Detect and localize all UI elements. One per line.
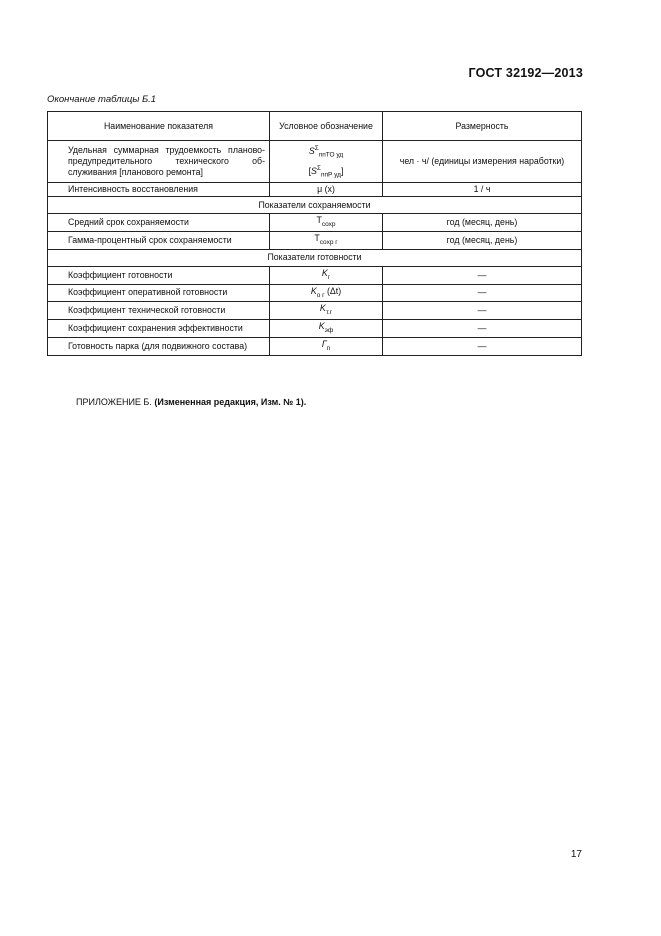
table-row [48, 183, 582, 197]
symbol-main: T [314, 233, 320, 244]
symbol-alt-sup: Σ [316, 164, 321, 172]
table-row [48, 337, 582, 355]
symbol-alt-close: ] [340, 165, 344, 176]
symbol-sub: т.г [325, 309, 333, 317]
row-name: Интенсивность восстановления [48, 183, 270, 197]
row-symbol [270, 141, 383, 183]
appendix-prefix: ПРИЛОЖЕНИЕ Б. [76, 397, 152, 407]
row-dimension: чел · ч/ (единицы измерения наработки) [383, 141, 582, 183]
standard-header: ГОСТ 32192—2013 [468, 66, 583, 80]
symbol-sup: Σ [314, 145, 319, 152]
symbol-tail: (Δt) [326, 285, 342, 296]
indicators-table [47, 111, 582, 356]
symbol-main: Г [321, 338, 327, 349]
row-symbol [270, 232, 383, 250]
row-dimension: — [383, 337, 582, 355]
column-header-dimension: Размерность [383, 112, 582, 141]
column-header-symbol: Условное обозначение [270, 112, 383, 141]
symbol-sub: о г [316, 291, 325, 299]
row-dimension: — [383, 284, 582, 302]
section-row [48, 197, 582, 214]
symbol-main: K [318, 321, 325, 332]
table-row [48, 302, 582, 320]
symbol-alt-open: [ [308, 165, 312, 176]
table-header-row [48, 112, 582, 141]
symbol-sub: сохр г [319, 238, 338, 246]
row-symbol [270, 302, 383, 320]
table-row [48, 214, 582, 232]
row-name: Готовность парка (для подвижного состава) [48, 337, 270, 355]
row-name: Коэффициент технической готовности [48, 302, 270, 320]
symbol-sub: г [327, 273, 331, 281]
row-name: Удельная суммарная трудоемкость планово-предупредительного технического обслуживания [планового ремонта] [48, 141, 270, 183]
appendix-note [76, 397, 306, 407]
page-number: 17 [570, 849, 582, 860]
row-symbol [270, 266, 383, 284]
row-symbol [270, 337, 383, 355]
table-row [48, 284, 582, 302]
symbol-alt-main: S [311, 165, 317, 176]
symbol-sub: ппТО уд [318, 151, 344, 159]
symbol-main: K [321, 267, 328, 278]
symbol-alt-sub: ппР уд [320, 171, 341, 179]
table-row [48, 266, 582, 284]
table-caption: Окончание таблицы Б.1 [47, 94, 157, 105]
row-dimension: год (месяц, день) [383, 214, 582, 232]
symbol-main: S [308, 145, 315, 156]
row-symbol [270, 214, 383, 232]
section-title: Показатели готовности [48, 249, 582, 266]
row-dimension: — [383, 320, 582, 338]
table-row [48, 232, 582, 250]
symbol-sub: эф [324, 326, 334, 334]
row-name: Средний срок сохраняемости [48, 214, 270, 232]
row-symbol: μ (x) [270, 183, 383, 197]
table-row [48, 320, 582, 338]
appendix-edition: (Измененная редакция, Изм. № 1). [154, 397, 307, 407]
row-symbol [270, 320, 383, 338]
symbol-main: K [319, 303, 326, 314]
symbol-main: K [310, 285, 317, 296]
row-dimension: 1 / ч [383, 183, 582, 197]
row-name: Гамма-процентный срок сохраняемости [48, 232, 270, 250]
row-dimension: год (месяц, день) [383, 232, 582, 250]
table-row [48, 141, 582, 183]
section-title: Показатели сохраняемости [48, 197, 582, 214]
section-row [48, 249, 582, 266]
symbol-sub: п [326, 344, 331, 352]
row-name: Коэффициент сохранения эффективности [48, 320, 270, 338]
symbol-main: T [316, 215, 322, 226]
row-symbol [270, 284, 383, 302]
row-name: Коэффициент оперативной готовности [48, 284, 270, 302]
row-name: Коэффициент готовности [48, 266, 270, 284]
column-header-name: Наименование показателя [48, 112, 270, 141]
symbol-sub: сохр [321, 221, 336, 229]
row-dimension: — [383, 302, 582, 320]
row-dimension: — [383, 266, 582, 284]
